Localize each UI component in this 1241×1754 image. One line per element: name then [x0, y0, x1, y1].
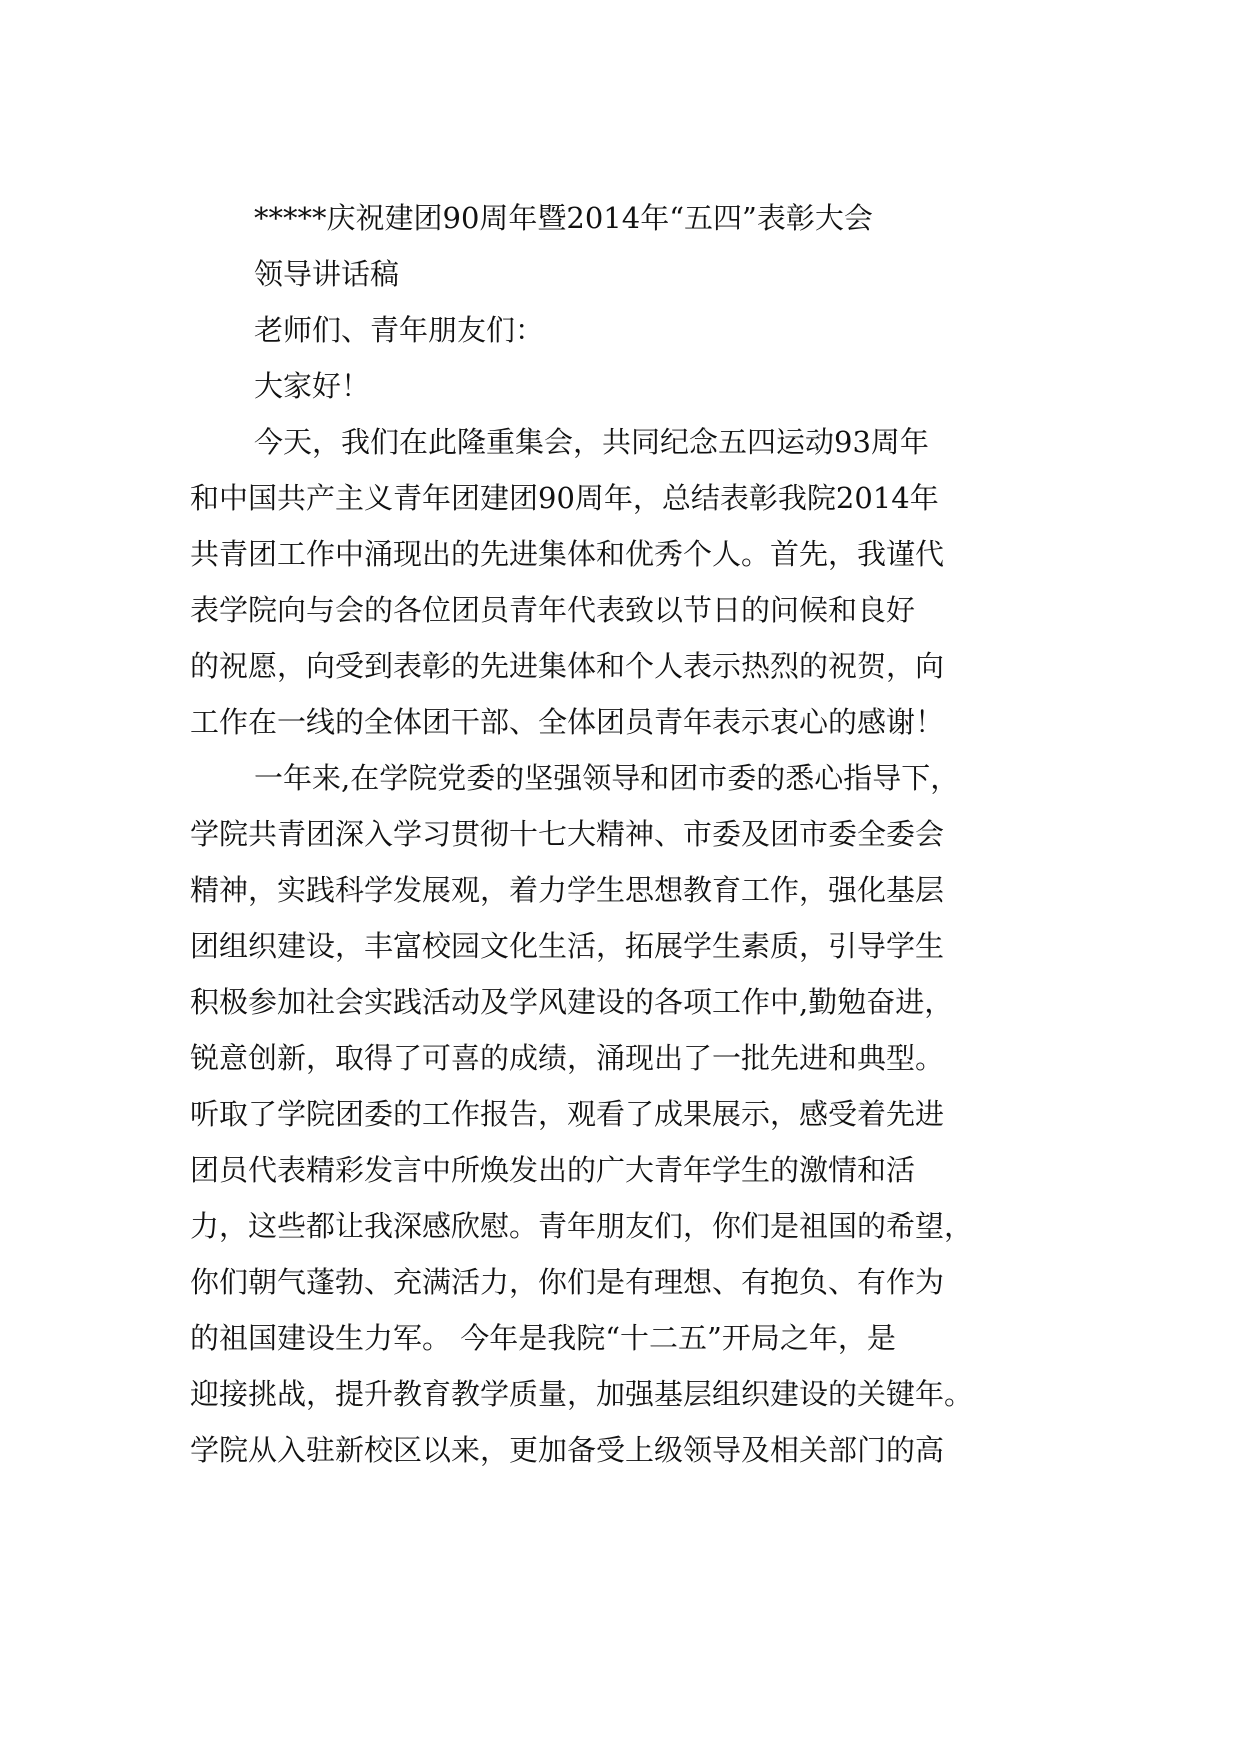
body-line: 团员代表精彩发言中所焕发出的广大青年学生的激情和活 [190, 1153, 916, 1187]
body-line: 听取了学院团委的工作报告，观看了成果展示，感受着先进 [190, 1097, 945, 1131]
body-line: 的祝愿，向受到表彰的先进集体和个人表示热烈的祝贺，向 [190, 649, 945, 683]
body-line: 的祖国建设生力军。 今年是我院“十二五”开局之年，是 [190, 1321, 896, 1355]
body-line: 力，这些都让我深感欣慰。青年朋友们，你们是祖国的希望， [190, 1209, 974, 1243]
body-line: 迎接挑战，提升教育教学质量，加强基层组织建设的关键年。 [190, 1377, 974, 1411]
body-line: 表学院向与会的各位团员青年代表致以节日的问候和良好 [190, 593, 916, 627]
body-line: 精神，实践科学发展观，着力学生思想教育工作，强化基层 [190, 873, 945, 907]
body-line: 和中国共产主义青年团建团90周年，总结表彰我院2014年 [190, 481, 939, 515]
body-line: 你们朝气蓬勃、充满活力，你们是有理想、有抱负、有作为 [190, 1265, 945, 1299]
body-line: 一年来,在学院党委的坚强领导和团市委的悉心指导下， [254, 761, 960, 795]
body-line: 学院共青团深入学习贯彻十七大精神、市委及团市委全委会 [190, 817, 945, 851]
body-line: 团组织建设，丰富校园文化生活，拓展学生素质，引导学生 [190, 929, 945, 963]
document-title: *****庆祝建团90周年暨2014年“五四”表彰大会 [254, 201, 873, 235]
body-line: 共青团工作中涌现出的先进集体和优秀个人。首先，我谨代 [190, 537, 945, 571]
body-line: 锐意创新，取得了可喜的成绩，涌现出了一批先进和典型。 [190, 1041, 945, 1075]
body-line: 今天，我们在此隆重集会，共同纪念五四运动93周年 [254, 425, 929, 459]
document-subtitle: 领导讲话稿 [254, 257, 400, 291]
body-line: 学院从入驻新校区以来，更加备受上级领导及相关部门的高 [190, 1433, 945, 1467]
salutation: 老师们、青年朋友们： [254, 313, 545, 347]
body-line: 工作在一线的全体团干部、全体团员青年表示衷心的感谢！ [190, 705, 945, 739]
greeting: 大家好！ [254, 369, 371, 403]
body-line: 积极参加社会实践活动及学风建设的各项工作中,勤勉奋进， [190, 985, 954, 1019]
